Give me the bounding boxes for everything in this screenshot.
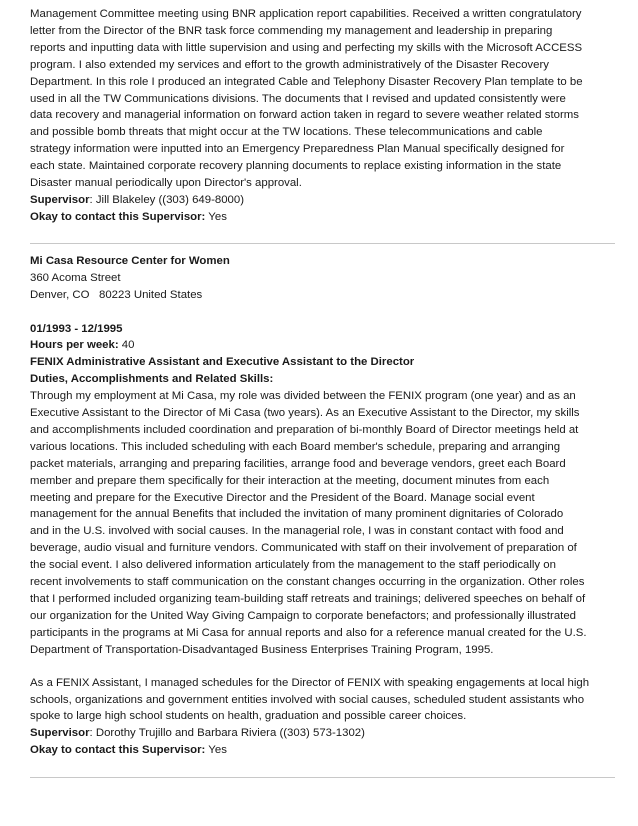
employment-dates: 01/1993 - 12/1995 [30,322,123,335]
contact-value: Yes [205,744,227,757]
supervisor-row [30,725,615,742]
job-title: FENIX Administrative Assistant and Executive Assistant to the Director [30,356,415,369]
description-line: program. I also extended my services and effort to the growth administratively of the Disaster Recovery [30,58,549,71]
description-line: each state. Maintained corporate recovery planning documents to replace existing information in the state [30,160,562,173]
description-line: letter from the Director of the BNR task force commending my management and leadership in preparing [30,24,553,37]
supervisor-value: : Jill Blakeley ((303) 649-8000) [89,193,244,206]
section-divider [30,243,615,244]
description-line: reports and inputting data with little supervision and using and perfecting my skills with the Microsoft ACCESS [30,41,583,54]
description-line: used in all the TW Communications divisions. The documents that I revised and updated consistently were [30,92,566,105]
duties-line: Executive Assistant to the Director of Mi Casa (two years). As an Executive Assistant to the Director, my skills [30,407,580,420]
contact-value: Yes [205,210,227,223]
duties-line: recent involvements to staff communication on the constant changes occurring in the organization. Other roles [30,576,585,589]
duties-line: the social event. I also delivered information articulately from the management to the staff periodically on [30,559,556,572]
hours-label: Hours per week: [30,339,119,352]
duties-line: member and prepare them specifically for their interaction at the meeting, document minutes from each [30,474,550,487]
duties-line: As a FENIX Assistant, I managed schedules for the Director of FENIX with speaking engagements at local high [30,676,590,689]
duties-line: and accomplishments included coordination and preparation of bi-monthly Board of Director meetings held at [30,423,579,436]
duties-line: various locations. This included scheduling with each Board member's schedule, preparing and arranging [30,440,561,453]
resume-page [30,6,615,787]
supervisor-label: Supervisor [30,193,90,206]
duties-line: meeting and prepare for the Executive Director and the President of the Board. Manage social event [30,491,535,504]
contact-label: Okay to contact this Supervisor: [30,210,206,223]
duties-paragraph-1 [30,388,615,659]
description-line: Department. In this role I produced an integrated Cable and Telephony Disaster Recovery Plan template to be [30,75,583,88]
duties-paragraph-2 [30,675,615,726]
duties-line: management for the annual Benefits that included the invitation of many prominent dignitaries of Colorado [30,508,564,521]
employer-name: Mi Casa Resource Center for Women [30,254,230,267]
description-line: and possible bomb threats that might occur at the TW locations. These telecommunications and cable [30,126,543,139]
section-divider [30,777,615,778]
description-line: data recovery and managerial information on forward action taken in regard to severe weather related storms [30,109,579,122]
supervisor-value: : Dorothy Trujillo and Barbara Riviera ((303) 573-1302) [89,727,365,740]
duties-line: our organization for the United Way Giving Campaign to corporate benefactors; and professionally illustrated [30,609,576,622]
contact-label: Okay to contact this Supervisor: [30,744,206,757]
duties-line: Through my employment at Mi Casa, my role was divided between the FENIX program (one year) and as an [30,390,576,403]
description-line: Management Committee meeting using BNR application report capabilities. Received a written congratulatory [30,8,582,20]
address-line-1: 360 Acoma Street [30,271,121,284]
duties-line: packet materials, arranging and preparing facilities, arrange food and beverage vendors, greet each Board [30,457,566,470]
description-line: strategy information were inputted into an Emergency Preparedness Plan Manual specifically designed for [30,143,565,156]
duties-line: participants in the programs at Mi Casa for annual reports and also for a reference manual created for the U.S. [30,626,587,639]
duties-line: that I performed included organizing team-building staff retreats and trainings; delivered speeches on behalf of [30,593,586,605]
duties-line: schools, organizations and government entities involved with social causes, scheduled student assistants who [30,693,585,706]
contact-row [30,209,615,226]
previous-job-description [30,6,615,192]
address-line-2: Denver, CO 80223 United States [30,288,203,301]
contact-row [30,742,615,759]
supervisor-label: Supervisor [30,727,90,740]
duties-heading: Duties, Accomplishments and Related Skills: [30,373,274,386]
duties-line: spoke to large high school students on health, graduation and possible career choices. [30,710,467,723]
duties-line: and in the U.S. involved with social causes. In the managerial role, I was in constant contact with food and [30,525,564,538]
supervisor-row [30,192,615,209]
duties-line: beverage, audio visual and furniture vendors. Communicated with staff on their involvement of preparation of [30,542,577,555]
hours-value: 40 [118,339,135,352]
description-line: Disaster manual periodically upon Director's approval. [30,177,302,190]
hours-row [30,337,615,354]
duties-line: Department of Transportation-Disadvantaged Business Enterprises Training Program, 1995. [30,643,494,656]
